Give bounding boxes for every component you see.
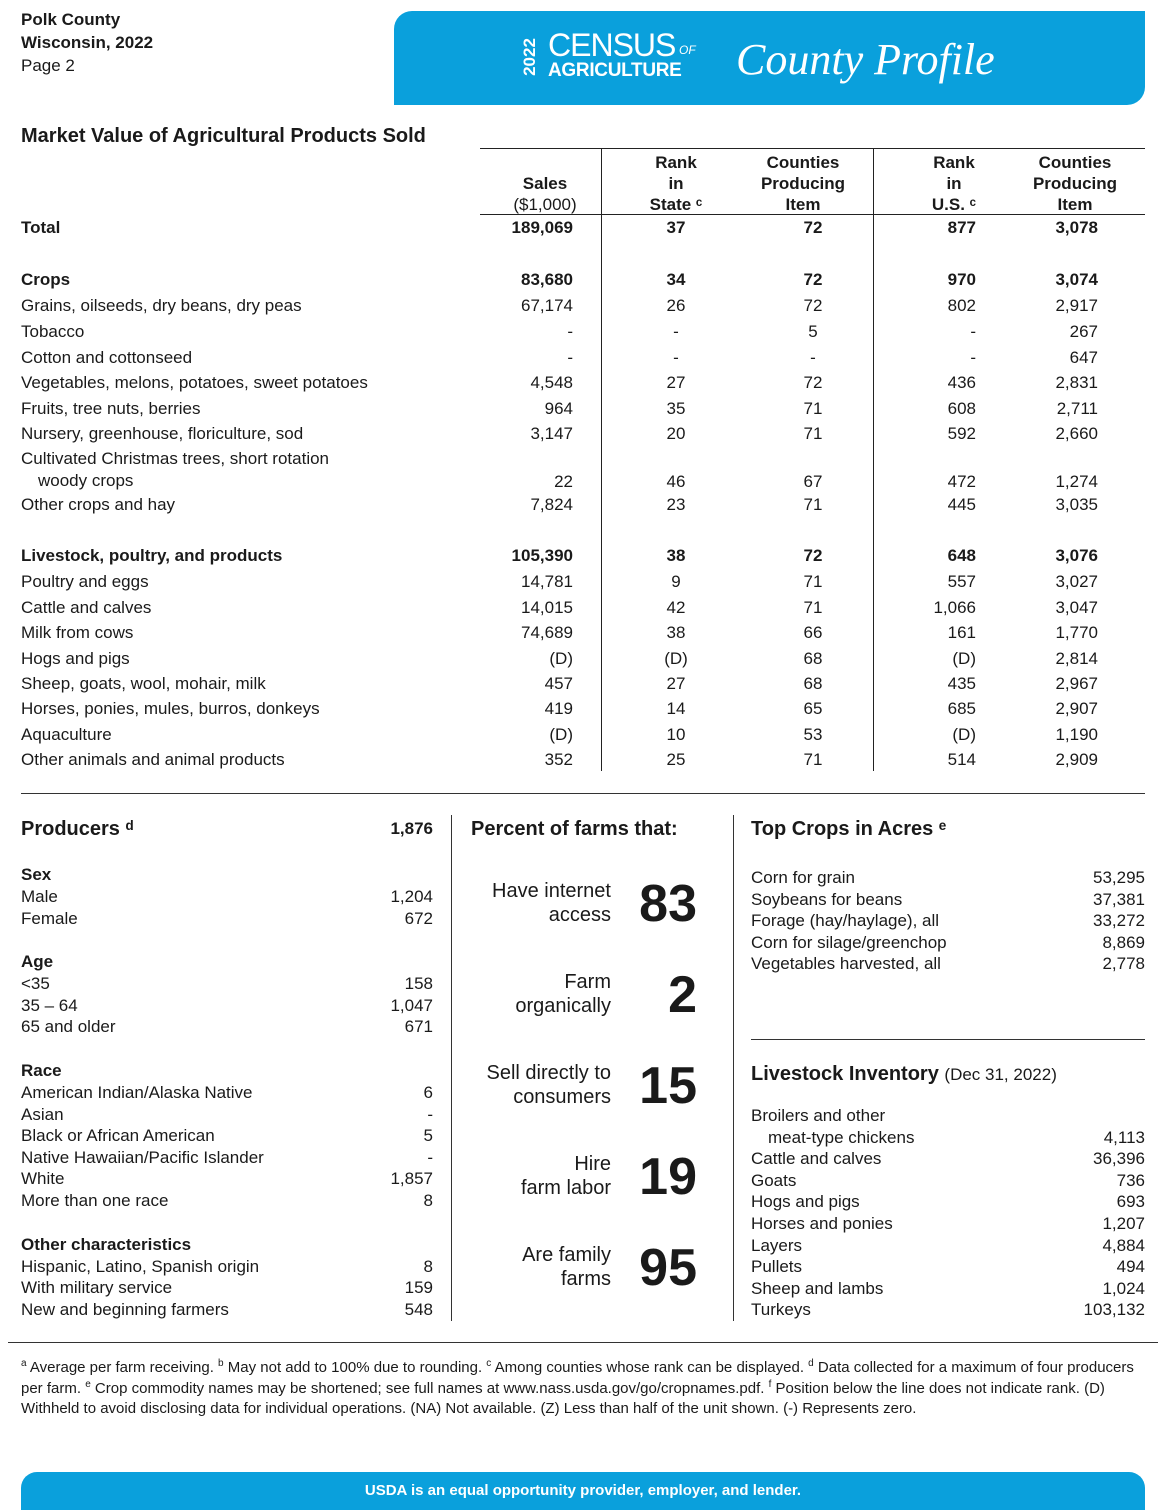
item-value: 53,295 (1093, 868, 1145, 887)
sex-heading: Sex (21, 865, 52, 884)
percent-farms-value: 19 (639, 1148, 697, 1206)
cell-counties-state: 68 (803, 674, 823, 693)
percent-farms-item (460, 1057, 720, 1131)
item-value: 103,132 (1083, 1300, 1145, 1320)
item-value: 36,396 (1093, 1149, 1145, 1169)
list-item (21, 1256, 433, 1278)
cell-sales: (D) (549, 649, 573, 668)
cell-counties-state: 71 (803, 598, 823, 617)
cell-counties-state: 66 (803, 623, 823, 642)
item-value: 8 (423, 1190, 433, 1210)
item-value: 1,047 (390, 995, 433, 1015)
item-label: Native Hawaiian/Pacific Islander (21, 1147, 264, 1167)
item-value: 1,024 (1102, 1278, 1145, 1298)
item-value: - (427, 1104, 433, 1124)
cell-counties-us: 2,917 (1055, 296, 1098, 315)
cell-counties-us: 3,078 (1055, 218, 1098, 237)
list-item (751, 1170, 1145, 1192)
table-row (0, 216, 1158, 240)
cell-rank-state: 37 (666, 218, 686, 237)
table-row (0, 570, 1158, 594)
row-label: Other animals and animal products (21, 750, 285, 769)
cell-counties-us: 3,027 (1055, 572, 1098, 591)
race-list (21, 1082, 433, 1212)
cell-rank-us: 608 (947, 399, 976, 418)
cell-counties-us: 3,035 (1055, 495, 1098, 514)
cell-counties-state: 71 (803, 424, 823, 443)
cell-counties-state: 72 (803, 270, 823, 289)
table-row (0, 647, 1158, 671)
census-of-agriculture-logo (518, 25, 718, 91)
cell-counties-us: 647 (1069, 348, 1098, 367)
row-label: Aquaculture (21, 725, 112, 744)
list-item (751, 889, 1145, 911)
row-label: Tobacco (21, 322, 85, 341)
market-value-title: Market Value of Agricultural Products Sold (21, 125, 426, 147)
producers-title: Producers ᵈ (21, 818, 134, 840)
cell-sales: 964 (544, 399, 573, 418)
percent-farms-label: Are family farms (522, 1244, 611, 1290)
cell-counties-us: 1,274 (1055, 472, 1098, 491)
header-banner (394, 11, 1145, 105)
cell-rank-state: 14 (666, 699, 686, 718)
cell-rank-us: 592 (947, 424, 976, 443)
item-value: 4,884 (1102, 1235, 1145, 1255)
cell-counties-state: 71 (803, 399, 823, 418)
list-item (21, 973, 433, 995)
cell-counties-us: 2,967 (1055, 674, 1098, 693)
percent-farms-value: 95 (639, 1239, 697, 1297)
row-label: Cattle and calves (21, 598, 152, 617)
table-row (0, 346, 1158, 370)
list-item (21, 995, 433, 1017)
county-name: Polk County (21, 10, 121, 29)
item-label: 35 – 64 (21, 995, 78, 1015)
percent-farms-label: Farm organically (515, 971, 611, 1017)
table-row (0, 621, 1158, 645)
cell-rank-state: - (673, 322, 679, 341)
cell-counties-state: 72 (803, 296, 823, 315)
cell-rank-us: 435 (947, 674, 976, 693)
cell-rank-us: 445 (947, 495, 976, 514)
percent-farms-value: 15 (639, 1057, 697, 1115)
item-label: Male (21, 887, 58, 906)
cell-sales: 3,147 (530, 424, 573, 443)
footer-bar: USDA is an equal opportunity provider, employer, and lender. (21, 1472, 1145, 1510)
row-label: Horses, ponies, mules, burros, donkeys (21, 699, 320, 718)
item-label: Layers (751, 1235, 803, 1255)
list-item (21, 1125, 433, 1147)
table-row (0, 493, 1158, 517)
cell-sales: 7,824 (530, 495, 573, 514)
livestock-list (751, 1105, 1145, 1321)
row-label: Sheep, goats, wool, mohair, milk (21, 674, 266, 693)
cell-sales: 457 (544, 674, 573, 693)
item-value: 33,272 (1093, 911, 1145, 931)
page-header-info (21, 8, 153, 77)
logo-of-word: OF (679, 43, 696, 57)
table-top-rule (480, 148, 1145, 149)
list-item (21, 886, 433, 908)
race-heading: Race (21, 1060, 62, 1080)
table-row (0, 748, 1158, 772)
row-label: Nursery, greenhouse, floriculture, sod (21, 424, 304, 443)
list-item (21, 1104, 433, 1126)
item-label: Cattle and calves (751, 1149, 882, 1169)
section-divider (21, 793, 1145, 794)
table-row (0, 397, 1158, 421)
item-label: Female (21, 908, 78, 928)
cell-counties-state: - (810, 348, 816, 367)
percent-farms-label: Have internet access (492, 880, 611, 926)
cell-rank-state: (D) (664, 649, 688, 668)
col-header-counties-state: Counties Producing Item (760, 153, 846, 214)
cell-counties-us: 2,831 (1055, 373, 1098, 392)
item-label: Vegetables harvested, all (751, 954, 941, 974)
livestock-title: Livestock Inventory (751, 1063, 939, 1085)
table-row (0, 672, 1158, 696)
cell-sales: 67,174 (521, 296, 573, 315)
cell-rank-us: 970 (947, 270, 976, 289)
item-value: 5 (423, 1126, 433, 1146)
table-row (0, 371, 1158, 395)
percent-farms-value: 2 (668, 966, 697, 1024)
cell-rank-state: 38 (666, 623, 686, 642)
cell-rank-state: 46 (666, 472, 686, 491)
cell-sales: 189,069 (511, 218, 573, 237)
item-value: - (427, 1147, 433, 1167)
cell-rank-us: 648 (947, 546, 976, 565)
item-value: 159 (404, 1278, 433, 1298)
row-label: Poultry and eggs (21, 572, 149, 591)
cell-rank-state: 27 (666, 373, 686, 392)
cell-counties-state: 53 (803, 725, 823, 744)
list-item (21, 1277, 433, 1299)
list-item (751, 1191, 1145, 1213)
row-label: Grains, oilseeds, dry beans, dry peas (21, 296, 302, 315)
cell-rank-state: 42 (666, 598, 686, 617)
item-value: 1,207 (1102, 1213, 1145, 1233)
item-value: 1,857 (390, 1169, 433, 1189)
table-row (0, 294, 1158, 318)
cell-rank-state: - (673, 348, 679, 367)
item-value: 671 (404, 1017, 433, 1037)
logo-census-word: CENSUS (548, 27, 676, 63)
cell-rank-state: 38 (666, 546, 686, 565)
cell-counties-us: 1,190 (1055, 725, 1098, 744)
percent-farms-item (460, 1148, 720, 1222)
col-header-sales: Sales ($1,000) (513, 174, 577, 214)
item-label: Corn for silage/greenchop (751, 932, 947, 952)
item-value: 1,204 (390, 887, 433, 906)
cell-rank-us: (D) (952, 725, 976, 744)
cell-rank-us: 514 (947, 750, 976, 769)
percent-farms-label: Hire farm labor (520, 1153, 611, 1199)
item-label: New and beginning farmers (21, 1299, 229, 1319)
table-row (0, 723, 1158, 747)
item-label: Sheep and lambs (751, 1278, 884, 1298)
livestock-subtitle: (Dec 31, 2022) (944, 1065, 1057, 1084)
list-item (21, 1016, 433, 1038)
col-header-rank-us: Rank in U.S. ᶜ (931, 153, 977, 214)
cell-counties-state: 71 (803, 750, 823, 769)
item-value: 672 (404, 908, 433, 928)
cell-sales: 14,781 (521, 572, 573, 591)
list-item (751, 1148, 1145, 1170)
producers-total: 1,876 (390, 819, 433, 838)
cell-rank-us: - (970, 322, 976, 341)
percent-farms-label: Sell directly to consumers (486, 1062, 611, 1108)
cell-sales: 105,390 (511, 546, 573, 565)
cell-counties-us: 3,076 (1055, 546, 1098, 565)
row-label: Other crops and hay (21, 495, 176, 514)
cell-counties-us: 2,907 (1055, 699, 1098, 718)
row-label: Cultivated Christmas trees, short rotation woody crops (21, 449, 330, 490)
top-crops-title: Top Crops in Acres ᵉ (751, 818, 947, 840)
column-divider (733, 815, 734, 1321)
cell-sales: 14,015 (521, 598, 573, 617)
table-row (0, 448, 1158, 494)
logo-year: 2022 (520, 38, 540, 76)
cell-rank-us: 557 (947, 572, 976, 591)
cell-counties-us: 2,711 (1056, 399, 1098, 418)
other-characteristics-list (21, 1256, 433, 1321)
cell-counties-state: 72 (803, 218, 823, 237)
cell-counties-us: 2,814 (1055, 649, 1098, 668)
item-value: 8,869 (1102, 932, 1145, 952)
page-number: Page 2 (21, 56, 75, 75)
item-value: 8 (423, 1256, 433, 1276)
cell-rank-state: 27 (666, 674, 686, 693)
table-row (0, 596, 1158, 620)
cell-sales: - (567, 348, 573, 367)
item-label: More than one race (21, 1190, 169, 1210)
other-characteristics-heading: Other characteristics (21, 1234, 192, 1254)
cell-sales: (D) (549, 725, 573, 744)
percent-farms-item (460, 966, 720, 1040)
sex-list (21, 886, 433, 929)
row-label: Vegetables, melons, potatoes, sweet potatoes (21, 373, 368, 392)
age-list (21, 973, 433, 1038)
cell-counties-us: 1,770 (1055, 623, 1098, 642)
cell-counties-state: 5 (808, 322, 818, 341)
logo-agriculture-word: AGRICULTURE (548, 60, 682, 81)
cell-counties-us: 267 (1069, 322, 1098, 341)
table-row (0, 320, 1158, 344)
table-row (0, 544, 1158, 568)
list-item (21, 1168, 433, 1190)
cell-rank-us: 1,066 (933, 598, 976, 617)
list-item (751, 1213, 1145, 1235)
list-item (21, 1147, 433, 1169)
list-item: Broilers and other (751, 1106, 886, 1125)
list-item (751, 910, 1145, 932)
row-label: Milk from cows (21, 623, 134, 642)
section-divider (8, 1342, 1158, 1343)
cell-counties-us: 3,047 (1055, 598, 1098, 617)
table-row (0, 268, 1158, 292)
cell-sales: 352 (544, 750, 573, 769)
percent-farms-item (460, 1239, 720, 1313)
row-label: Crops (21, 270, 71, 289)
table-row (0, 697, 1158, 721)
cell-rank-us: - (970, 348, 976, 367)
cell-sales: 83,680 (521, 270, 573, 289)
list-item (751, 1299, 1145, 1321)
cell-rank-us: 685 (947, 699, 976, 718)
item-label: Hispanic, Latino, Spanish origin (21, 1256, 260, 1276)
producers-section (21, 815, 433, 1320)
cell-counties-us: 2,660 (1055, 424, 1098, 443)
cell-rank-us: 436 (947, 373, 976, 392)
cell-sales: 22 (554, 472, 573, 491)
list-item (751, 1256, 1145, 1278)
item-label: Horses and ponies (751, 1213, 893, 1233)
item-label: Asian (21, 1104, 64, 1124)
item-value: 494 (1116, 1257, 1145, 1277)
cell-counties-us: 3,074 (1055, 270, 1098, 289)
item-value: 2,778 (1102, 954, 1145, 974)
list-item (751, 867, 1145, 889)
cell-rank-us: 161 (947, 623, 976, 642)
section-divider (751, 1039, 1145, 1040)
cell-rank-us: (D) (952, 649, 976, 668)
item-value: 736 (1116, 1170, 1145, 1190)
row-label: Fruits, tree nuts, berries (21, 399, 201, 418)
list-item (751, 1278, 1145, 1300)
item-label: Goats (751, 1170, 797, 1190)
livestock-title-block (751, 1060, 1057, 1089)
item-label: Black or African American (21, 1126, 215, 1146)
cell-rank-state: 23 (666, 495, 686, 514)
item-value: 548 (404, 1299, 433, 1319)
cell-sales: - (567, 322, 573, 341)
item-label: White (21, 1169, 65, 1189)
item-value: 37,381 (1093, 889, 1145, 909)
row-label: Hogs and pigs (21, 649, 130, 668)
cell-sales: 419 (544, 699, 573, 718)
item-label: With military service (21, 1278, 173, 1298)
cell-rank-state: 10 (666, 725, 686, 744)
list-item (21, 1190, 433, 1212)
item-label: Corn for grain (751, 868, 855, 887)
footnotes: $^a$ Average per farm receiving. $^b$ May not add to 100% due to rounding. $^c$ Among counties whose rank can be displayed. $^d$ Data collected for a maximum of four producers per farm. $^e$ Crop commodity names may be shortened; see full names at www.nass.usda.gov/go/cropnames.pdf. $^f$ Position below the line does not indicate rank. (D) Withheld to avoid disclosing data for individual operations. (NA) Not available. (Z) Less than half of the unit shown. (-) Represents zero. (21, 1358, 1134, 1417)
cell-rank-state: 35 (666, 399, 686, 418)
item-label: 65 and older (21, 1017, 116, 1037)
cell-rank-state: 34 (666, 270, 686, 289)
col-header-rank-state: Rank in State ᶜ (649, 153, 703, 214)
list-item: meat-type chickens 4,113 (768, 1127, 1145, 1147)
item-value: 6 (423, 1082, 433, 1102)
list-item (751, 932, 1145, 954)
cell-counties-state: 72 (803, 546, 823, 565)
list-item (21, 1299, 433, 1321)
cell-rank-state: 20 (666, 424, 686, 443)
cell-counties-state: 67 (803, 472, 823, 491)
cell-counties-state: 65 (803, 699, 823, 718)
age-heading: Age (21, 952, 54, 972)
cell-rank-us: 802 (947, 296, 976, 315)
cell-sales: 74,689 (521, 623, 573, 642)
item-label: Soybeans for beans (751, 889, 903, 909)
item-label: Pullets (751, 1257, 803, 1277)
cell-rank-state: 26 (666, 296, 686, 315)
table-row (0, 422, 1158, 446)
row-label: Livestock, poultry, and products (21, 546, 283, 565)
top-crops-list (751, 867, 1145, 975)
row-label: Total (21, 218, 61, 237)
list-item (751, 1235, 1145, 1257)
item-value: 158 (404, 974, 433, 994)
state-year: Wisconsin, 2022 (21, 33, 154, 52)
item-value: 693 (1116, 1192, 1145, 1212)
col-header-counties-us: Counties Producing Item (1032, 153, 1118, 214)
cell-rank-state: 9 (671, 572, 681, 591)
banner-title: County Profile (736, 35, 995, 84)
list-item (21, 908, 433, 930)
item-label: Turkeys (751, 1300, 811, 1320)
cell-rank-us: 877 (947, 218, 976, 237)
cell-rank-us: 472 (947, 472, 976, 491)
percent-farms-item (460, 875, 720, 949)
cell-sales: 4,548 (530, 373, 573, 392)
item-label: American Indian/Alaska Native (21, 1082, 253, 1102)
item-label: <35 (21, 974, 50, 994)
item-label: Forage (hay/haylage), all (751, 911, 940, 931)
item-label: Hogs and pigs (751, 1192, 860, 1212)
cell-counties-state: 71 (803, 572, 823, 591)
list-item (751, 953, 1145, 975)
percent-farms-value: 83 (639, 875, 697, 933)
percent-farms-title: Percent of farms that: (471, 818, 678, 840)
cell-counties-state: 68 (803, 649, 823, 668)
cell-counties-state: 72 (803, 373, 823, 392)
list-item (21, 1082, 433, 1104)
cell-counties-us: 2,909 (1055, 750, 1098, 769)
row-label: Cotton and cottonseed (21, 348, 193, 367)
cell-counties-state: 71 (803, 495, 823, 514)
cell-rank-state: 25 (666, 750, 686, 769)
